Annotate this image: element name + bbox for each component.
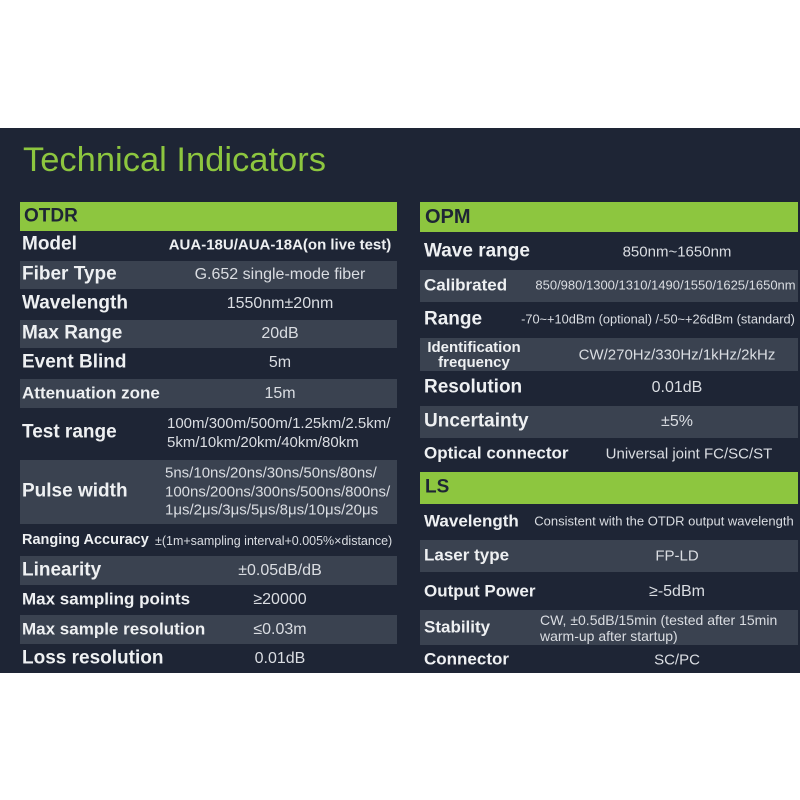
opm-range-label: Range: [424, 308, 483, 330]
otdr-row-linearity: [20, 556, 397, 585]
otdr-row-max-sample-resolution: [20, 615, 397, 644]
opm-uncertainty-value: ±5%: [661, 412, 693, 430]
otdr-header: [20, 202, 397, 231]
opm-optical-connector-label: Optical connector: [424, 443, 569, 463]
ls-stability-value: [540, 612, 798, 644]
otdr-row-fiber-type: [20, 261, 397, 289]
ls-wavelength-value: Consistent with the OTDR output wavelength: [534, 513, 794, 529]
otdr-attenuation-zone-value: 15m: [264, 384, 296, 402]
ls-row-laser-type: [420, 540, 798, 572]
otdr-max-range-label: Max Range: [22, 322, 123, 344]
otdr-pulse-width-line: 1μs/2μs/3μs/5μs/8μs/10μs/20μs: [165, 501, 379, 519]
opm-calibrated-value: 850/980/1300/1310/1490/1550/1625/1650nm: [535, 277, 796, 293]
opm-row-resolution: [420, 372, 798, 404]
ls-output-power-value: ≥-5dBm: [649, 582, 705, 600]
otdr-test-range-line: 5km/10km/20km/40km/80km: [167, 434, 359, 451]
opm-identification-frequency-label: Identification frequency: [427, 338, 521, 371]
otdr-max-sample-resolution-label: Max sample resolution: [22, 619, 206, 639]
opm-row-identification-frequency: [420, 338, 798, 371]
ls-stability-line: CW, ±0.5dB/15min (tested after 15min: [540, 611, 778, 628]
otdr-header-label: OTDR: [24, 205, 78, 227]
opm-row-wave-range: [420, 236, 798, 268]
opm-row-calibrated: [420, 270, 798, 302]
otdr-loss-resolution-value: 0.01dB: [254, 649, 306, 667]
otdr-max-sampling-points-label: Max sampling points: [22, 589, 191, 609]
opm-wave-range-value: 850nm~1650nm: [622, 243, 732, 261]
ls-connector-value: SC/PC: [654, 650, 700, 668]
ls-stability-label: Stability: [424, 617, 491, 637]
opm-identification-frequency-value: CW/270Hz/330Hz/1kHz/2kHz: [578, 345, 776, 363]
ls-connector-label: Connector: [424, 649, 509, 669]
otdr-attenuation-zone-label: Attenuation zone: [22, 383, 160, 403]
otdr-test-range-value: [167, 414, 401, 452]
ls-row-output-power: [420, 576, 798, 608]
opm-resolution-label: Resolution: [424, 376, 523, 398]
opm-calibrated-label: Calibrated: [424, 275, 508, 295]
ls-row-wavelength: [420, 506, 798, 538]
opm-header: [420, 202, 798, 232]
opm-header-label: OPM: [425, 206, 471, 228]
otdr-max-sampling-points-value: ≥20000: [253, 590, 307, 608]
otdr-linearity-value: ±0.05dB/dB: [238, 561, 322, 579]
otdr-pulse-width-line: 5ns/10ns/20ns/30ns/50ns/80ns/: [165, 464, 377, 482]
otdr-row-loss-resolution: [20, 645, 397, 673]
otdr-linearity-label: Linearity: [22, 559, 102, 581]
otdr-ranging-accuracy-label: Ranging Accuracy: [22, 532, 149, 549]
otdr-model-label: Model: [22, 233, 77, 255]
otdr-row-model: [20, 232, 397, 258]
ls-row-stability: [420, 610, 798, 645]
opm-row-uncertainty: [420, 406, 798, 438]
otdr-wavelength-value: 1550nm±20nm: [226, 294, 334, 312]
ls-laser-type-value: FP-LD: [655, 547, 699, 565]
otdr-fiber-type-label: Fiber Type: [22, 263, 117, 285]
otdr-event-blind-label: Event Blind: [22, 351, 127, 373]
opm-wave-range-label: Wave range: [424, 240, 530, 262]
page-title: Technical Indicators: [23, 141, 326, 179]
ls-row-connector: [420, 646, 798, 673]
otdr-pulse-width-line: 100ns/200ns/300ns/500ns/800ns/: [165, 482, 391, 500]
opm-uncertainty-label: Uncertainty: [424, 410, 529, 432]
otdr-pulse-width-value: [165, 464, 399, 520]
otdr-event-blind-value: 5m: [268, 353, 292, 371]
otdr-row-ranging-accuracy: [20, 527, 397, 555]
otdr-test-range-line: 100m/300m/500m/1.25km/2.5km/: [167, 415, 391, 432]
otdr-row-pulse-width: [20, 460, 397, 524]
ls-header: [420, 472, 798, 504]
opm-optical-connector-value: Universal joint FC/SC/ST: [605, 445, 773, 463]
opm-row-optical-connector: [420, 440, 798, 468]
otdr-row-max-range: [20, 320, 397, 348]
otdr-row-max-sampling-points: [20, 586, 397, 614]
otdr-wavelength-label: Wavelength: [22, 292, 128, 314]
ls-laser-type-label: Laser type: [424, 545, 510, 565]
otdr-row-attenuation-zone: [20, 379, 397, 408]
otdr-loss-resolution-label: Loss resolution: [22, 647, 164, 669]
otdr-max-sample-resolution-value: ≤0.03m: [253, 620, 307, 638]
opm-range-value: -70~+10dBm (optional) /-50~+26dBm (standard): [521, 311, 795, 327]
ls-header-label: LS: [425, 476, 450, 498]
otdr-model-value: AUA-18U/AUA-18A(on live test): [168, 236, 392, 254]
otdr-ranging-accuracy-value: ±(1m+sampling interval+0.005%×distance): [155, 533, 393, 548]
otdr-row-wavelength: [20, 290, 397, 318]
opm-resolution-value: 0.01dB: [651, 378, 703, 396]
ls-stability-line: warm-up after startup): [540, 627, 678, 644]
ls-wavelength-label: Wavelength: [424, 511, 519, 531]
otdr-pulse-width-label: Pulse width: [22, 480, 128, 502]
otdr-row-test-range: [20, 410, 397, 456]
otdr-max-range-value: 20dB: [261, 324, 299, 342]
otdr-fiber-type-value: G.652 single-mode fiber: [194, 265, 366, 283]
otdr-test-range-label: Test range: [22, 421, 117, 443]
otdr-row-event-blind: [20, 349, 397, 377]
ls-output-power-label: Output Power: [424, 581, 536, 601]
opm-row-range: [420, 304, 798, 336]
